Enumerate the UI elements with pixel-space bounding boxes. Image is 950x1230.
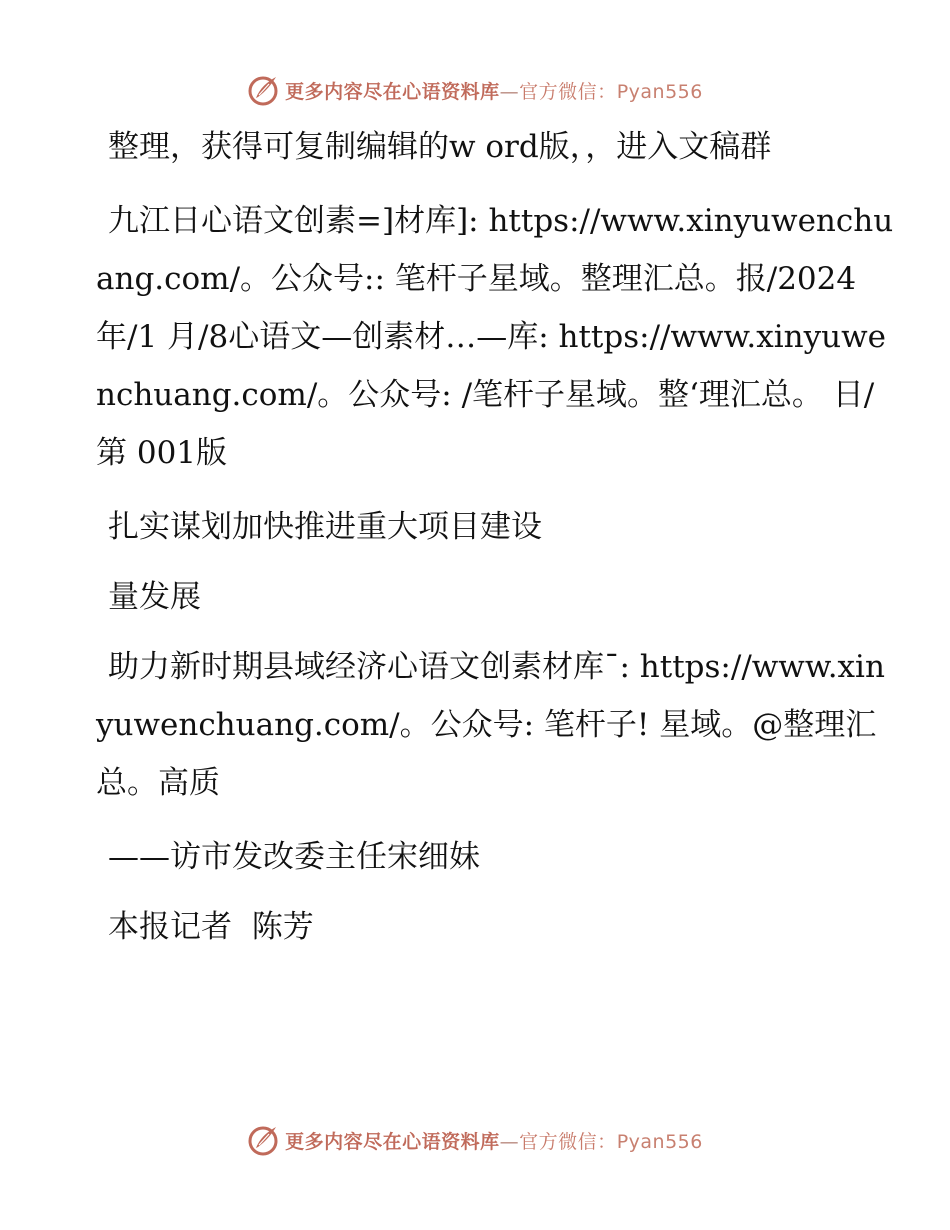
document-body [96,118,896,972]
paragraph-interview-line: ——访市发改委主任宋细妹 [108,839,480,875]
paragraph-subhead: 助力新时期县域经济心语文创素材库¯: https://www.xinyuwenchuang.com/。公众号: 笔杆子! 星域。@整理汇总。高质 [96,649,885,801]
banner-label: 更多内容尽在心语资料库 [285,80,500,103]
banner-separator: — [499,80,520,103]
banner-separator: — [499,1130,520,1153]
paragraph-headline-cont: 量发展 [108,579,201,615]
banner-official: 官方微信： [519,1130,617,1153]
banner-handle: Pyan556 [616,80,703,103]
banner-official: 官方微信： [519,80,617,103]
paragraph-byline: 本报记者 陈芳 [108,909,314,945]
banner-handle: Pyan556 [616,1130,703,1153]
paragraph-newspaper-info: 九江日心语文创素=]材库]: https://www.xinyuwenchuang.com/。公众号:: 笔杆子星域。整理汇总。报/2024 年/1 月/8心语文—创素材…—库: https://www.xinyuwenchuang.com/。公众号: /笔杆子星域。整‘理汇总。 日/第 001版 [96,203,894,471]
paragraph-intro: 整理，获得可复制编辑的w ord版，，进入文稿群 [108,129,772,165]
feather-quill-logo-icon [247,74,279,106]
footer-banner-text [285,1127,703,1154]
footer-banner [0,1120,950,1160]
header-banner-text [285,77,703,104]
banner-label: 更多内容尽在心语资料库 [285,1130,500,1153]
paragraph-headline: 扎实谋划加快推进重大项目建设 [108,509,542,545]
feather-quill-logo-icon [247,1124,279,1156]
header-banner [0,70,950,110]
